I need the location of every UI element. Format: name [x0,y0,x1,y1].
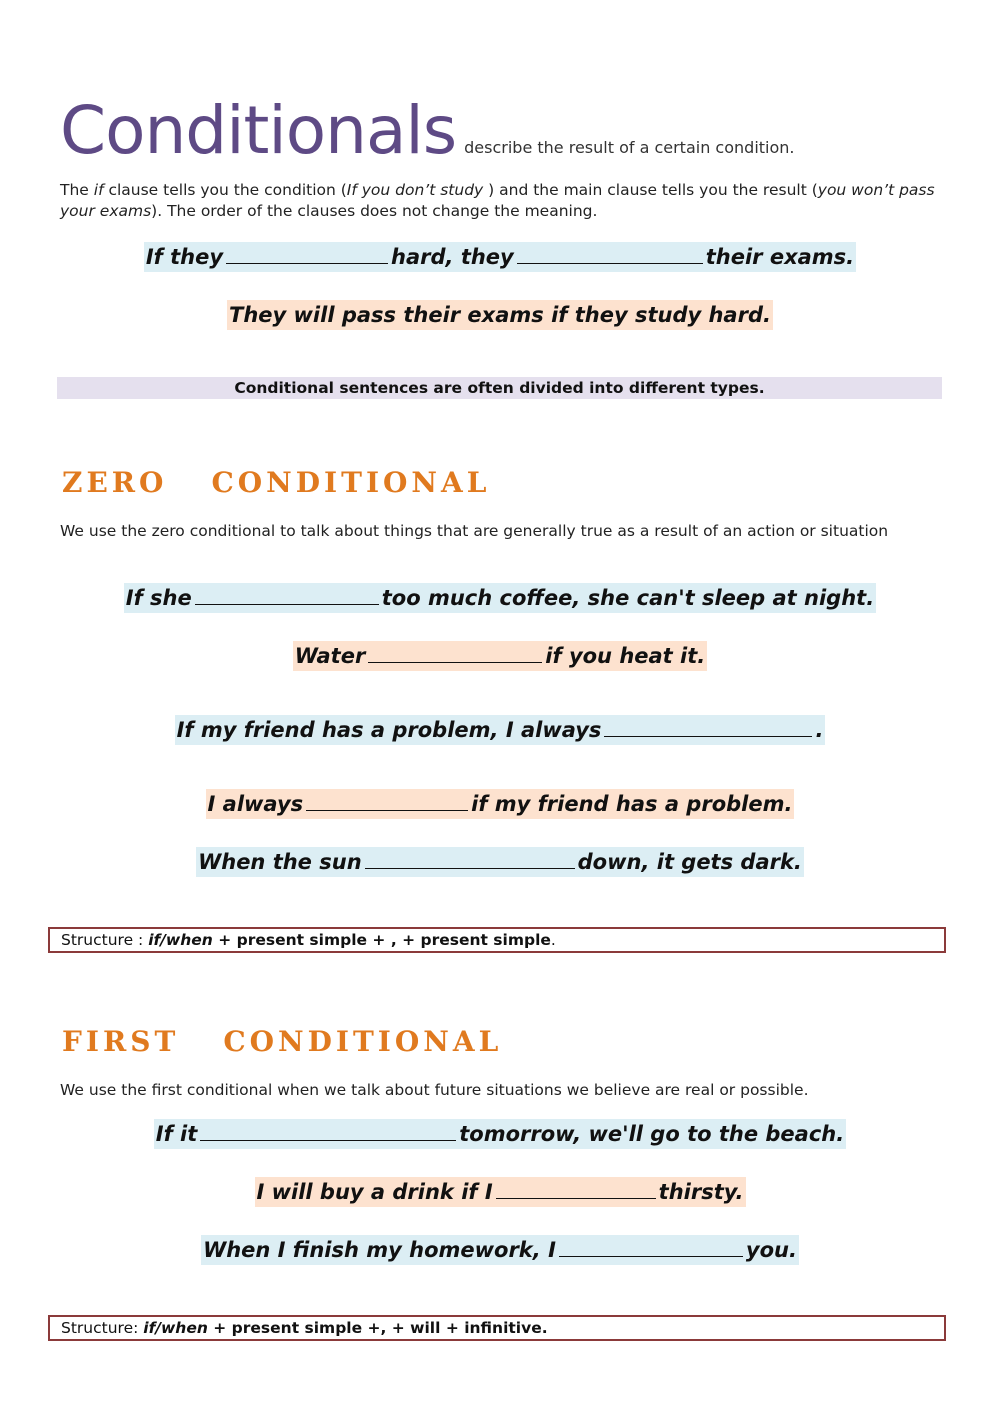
answer-blank[interactable] [604,720,812,737]
example-sentence-peach: They will pass their exams if they study hard. [0,300,1000,330]
page-subtitle: describe the result of a certain condition. [464,138,795,157]
example-sentence-blue: If they hard, they their exams. [0,242,1000,272]
first-conditional-description: We use the first conditional when we talk about future situations we believe are real or possible. [60,1081,809,1099]
answer-blank[interactable] [195,588,379,605]
zero-sentence-4: I always if my friend has a problem. [0,789,1000,819]
first-sentence-3: When I finish my homework, I you. [0,1235,1000,1265]
result-example: you won’t pass your exams [60,181,935,220]
title-row [60,92,795,169]
zero-conditional-heading: ZERO CONDITIONAL [62,466,491,499]
answer-blank[interactable] [559,1240,743,1257]
answer-blank[interactable] [496,1182,656,1199]
page-title: Conditionals [60,92,457,169]
first-conditional-heading: FIRST CONDITIONAL [62,1025,503,1058]
zero-structure-box: Structure : if/when + present simple + , + present simple. [48,927,946,953]
zero-sentence-5: When the sun down, it gets dark. [0,847,1000,877]
first-structure-box: Structure: if/when + present simple +, + will + infinitive. [48,1315,946,1341]
first-sentence-1: If it tomorrow, we'll go to the beach. [0,1119,1000,1149]
answer-blank[interactable] [226,247,388,264]
answer-blank[interactable] [517,247,703,264]
types-banner: Conditional sentences are often divided into different types. [57,377,942,399]
zero-conditional-description: We use the zero conditional to talk about things that are generally true as a result of an action or situation [60,522,889,540]
if-word: if [93,181,104,199]
intro-paragraph: The if clause tells you the condition (If you don’t study ) and the main clause tells you the result (you won’t pass your exams). The order of the clauses does not change the meaning. [60,181,935,220]
condition-example: If you don’t study [346,181,484,199]
answer-blank[interactable] [368,646,542,663]
answer-blank[interactable] [200,1124,456,1141]
zero-sentence-1: If she too much coffee, she can't sleep at night. [0,583,1000,613]
zero-sentence-2: Water if you heat it. [0,641,1000,671]
zero-sentence-3: If my friend has a problem, I always . [0,715,1000,745]
first-sentence-2: I will buy a drink if I thirsty. [0,1177,1000,1207]
answer-blank[interactable] [365,852,575,869]
answer-blank[interactable] [306,794,468,811]
